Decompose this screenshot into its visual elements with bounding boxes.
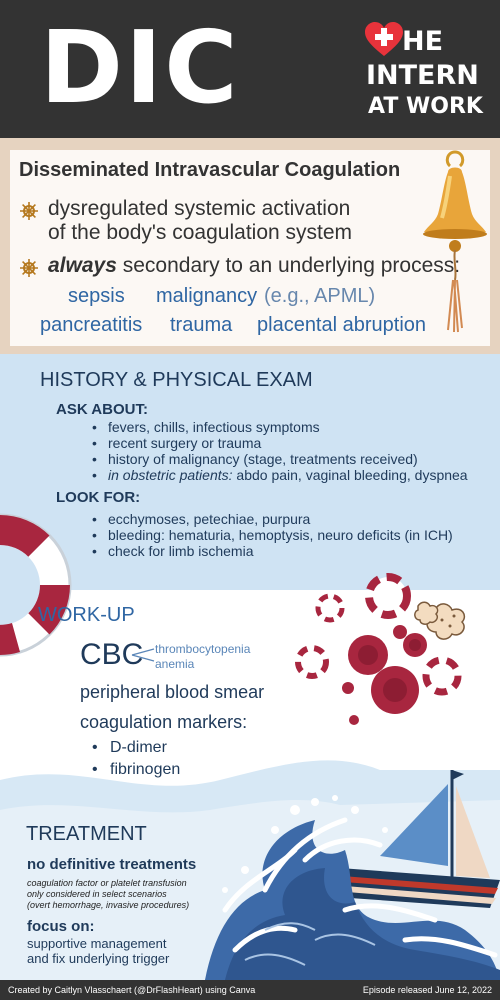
- workup-title: WORK-UP: [38, 604, 135, 626]
- cause-sepsis: sepsis: [68, 285, 125, 307]
- red-blood-cell-icon: [342, 682, 354, 694]
- heart-cross-icon: [365, 22, 403, 58]
- red-blood-cell-icon: [348, 635, 388, 675]
- footer-release-date: Episode released June 12, 2022: [362, 985, 492, 995]
- blood-cells-illustration: [290, 570, 500, 730]
- bullet2-emphasis: always: [48, 254, 117, 277]
- cause-abruption: placental abruption: [257, 314, 427, 336]
- list-item: • history of malignancy (stage, treatments received): [92, 451, 468, 467]
- coag-label: coagulation markers:: [80, 712, 248, 732]
- footer: [0, 980, 500, 1000]
- platelet-icon: [415, 602, 438, 624]
- cause-trauma: trauma: [170, 314, 233, 336]
- bell-icon: [420, 150, 490, 335]
- treatment-title: TREATMENT: [26, 823, 147, 845]
- ask-about-list: [92, 419, 468, 483]
- life-ring-icon: [318, 596, 342, 620]
- logo-line3: AT WORK: [368, 94, 483, 119]
- focus-text: [27, 936, 169, 966]
- list-item: • recent surgery or trauma: [92, 435, 468, 451]
- red-blood-cell-icon: [393, 625, 407, 639]
- focus-label: focus on:: [27, 918, 95, 935]
- logo-line1: HE: [402, 26, 444, 57]
- logo-line2: INTERN: [366, 60, 479, 91]
- cause-malignancy: malignancy: [156, 285, 258, 307]
- cbc-thrombocytopenia: thrombocytopenia: [155, 642, 251, 656]
- cause-malignancy-example: (e.g., APML): [264, 285, 376, 307]
- ask-about-heading: ASK ABOUT:: [56, 401, 148, 418]
- bullet2-text: secondary to an underlying process:: [116, 254, 461, 277]
- cbc-connector: [132, 645, 156, 665]
- page-title: DIC: [40, 9, 240, 126]
- red-blood-cell-icon: [349, 715, 359, 725]
- ships-wheel-icon: [20, 202, 38, 220]
- obstetric-label: in obstetric patients:: [108, 467, 233, 483]
- logo: [365, 22, 485, 122]
- history-title: HISTORY & PHYSICAL EXAM: [40, 369, 313, 391]
- transfusion-note: [27, 878, 189, 911]
- life-ring-icon: [0, 505, 80, 665]
- list-item: • bleeding: hematuria, hemoptysis, neuro deficits (in ICH): [92, 527, 453, 543]
- red-blood-cell-icon: [371, 666, 419, 714]
- transfusion-line3: (overt hemorrhage, invasive procedures): [27, 900, 190, 910]
- list-item: • ecchymoses, petechiae, purpura: [92, 511, 453, 527]
- life-ring-icon: [426, 660, 458, 692]
- definition-bullet-2: [20, 254, 460, 278]
- transfusion-line2: only considered in select scenarios: [27, 889, 167, 899]
- focus-line1: supportive management: [27, 936, 167, 951]
- life-ring-icon: [369, 577, 407, 615]
- no-definitive-label: no definitive treatments: [27, 856, 197, 873]
- cause-pancreatitis: pancreatitis: [40, 314, 143, 336]
- definition-heading: Disseminated Intravascular Coagulation: [19, 159, 401, 181]
- list-item: • check for limb ischemia: [92, 543, 453, 559]
- red-blood-cell-icon: [403, 633, 427, 657]
- look-for-list: [92, 511, 453, 559]
- bullet1-line2: of the body's coagulation system: [48, 221, 353, 244]
- ships-wheel-icon: [20, 259, 38, 277]
- obstetric-text: abdo pain, vaginal bleeding, dyspnea: [232, 467, 468, 483]
- list-item: • fevers, chills, infectious symptoms: [92, 419, 468, 435]
- footer-credit: Created by Caitlyn Vlasschaert (@DrFlashHeart) using Canva: [8, 985, 256, 995]
- look-for-heading: LOOK FOR:: [56, 489, 141, 506]
- cbc-label: CBC: [80, 638, 144, 671]
- list-item: [92, 467, 468, 483]
- smear-label: peripheral blood smear: [80, 682, 265, 702]
- definition-bullet-1: [20, 197, 352, 245]
- focus-line2: and fix underlying trigger: [27, 951, 170, 966]
- cbc-anemia: anemia: [155, 657, 195, 671]
- list-item: • D-dimer: [92, 737, 180, 759]
- transfusion-line1: coagulation factor or platelet transfusion: [27, 878, 187, 888]
- wave-icon: [205, 790, 500, 980]
- life-ring-icon: [298, 648, 326, 676]
- list-item: • fibrinogen: [92, 759, 180, 781]
- bullet1-line1: dysregulated systemic activation: [48, 197, 351, 220]
- header: [0, 0, 500, 138]
